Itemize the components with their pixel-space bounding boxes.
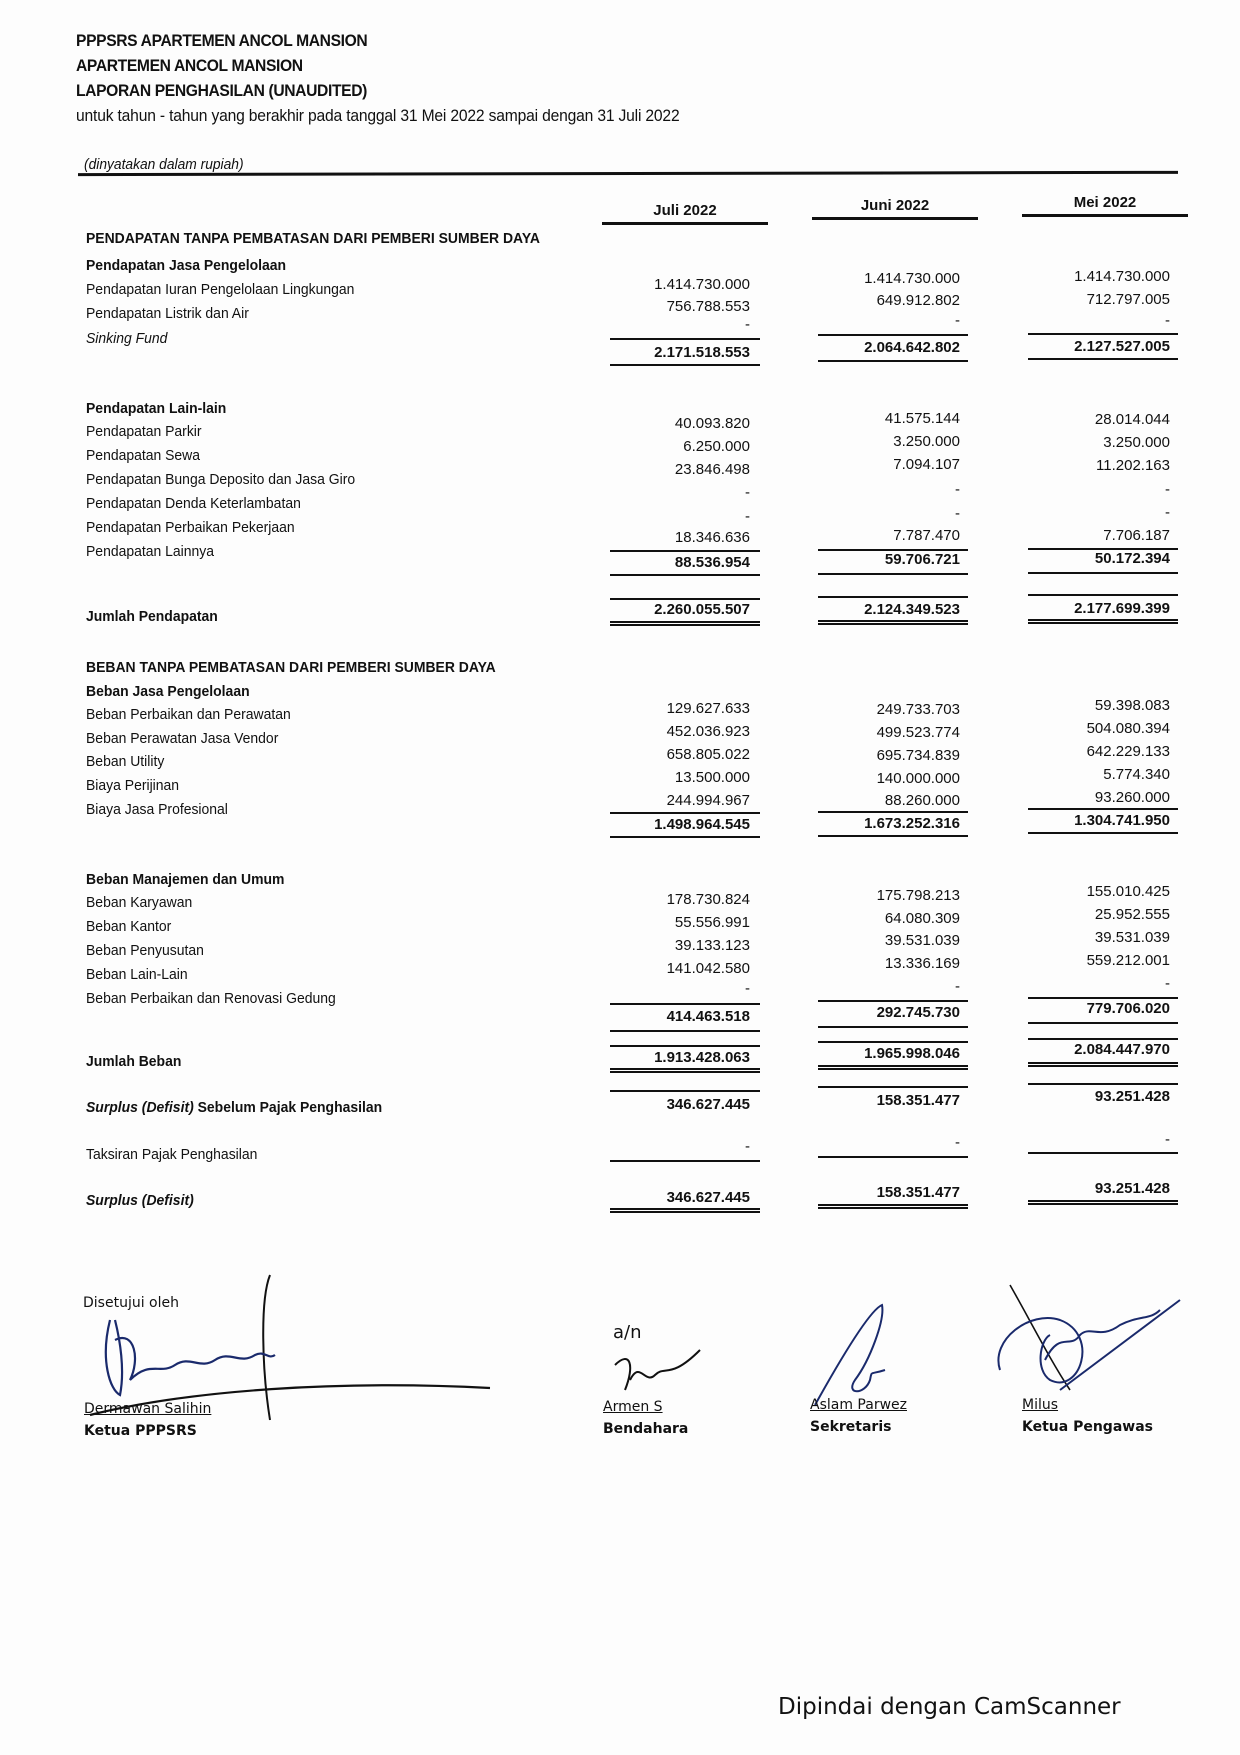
value-cell: - xyxy=(1165,481,1170,498)
value-cell: - xyxy=(745,508,750,525)
value-cell: 5.774.340 xyxy=(1103,766,1170,783)
expense-section-title: BEBAN TANPA PEMBATASAN DARI PEMBERI SUMBER DAYA xyxy=(86,659,496,676)
subtotal-rule xyxy=(1028,358,1178,360)
value-cell: 40.093.820 xyxy=(674,415,750,432)
value-cell: 642.229.133 xyxy=(1086,743,1170,760)
subtotal-rule xyxy=(610,1003,760,1005)
total-double-rule xyxy=(1028,619,1178,624)
total-double-rule xyxy=(818,620,968,625)
value-cell: 7.094.107 xyxy=(893,456,960,473)
subtotal-rule xyxy=(1028,333,1178,335)
report-title: LAPORAN PENGHASILAN (UNAUDITED) xyxy=(76,81,367,100)
subtotal-rule xyxy=(1028,997,1178,999)
value-cell: 13.336.169 xyxy=(884,955,960,972)
total-rule xyxy=(1028,1083,1178,1085)
subtotal-rule xyxy=(1028,572,1178,574)
column-label: Juni 2022 xyxy=(860,197,930,214)
value-cell: 1.414.730.000 xyxy=(1074,268,1170,285)
total-cell: 2.260.055.507 xyxy=(654,601,750,618)
total-cell: 1.965.998.046 xyxy=(864,1045,960,1062)
value-cell: 39.531.039 xyxy=(1094,929,1170,946)
surplus-rest-label: Sebelum Pajak Penghasilan xyxy=(193,1099,383,1116)
subtotal-rule xyxy=(1028,808,1178,810)
value-cell: - xyxy=(955,978,960,995)
value-cell: 452.036.923 xyxy=(666,723,750,740)
subtotal-rule xyxy=(818,334,968,336)
value-cell: 93.251.428 xyxy=(1094,1088,1170,1105)
total-rule xyxy=(818,1041,968,1043)
currency-note: (dinyatakan dalam rupiah) xyxy=(84,156,244,173)
value-cell: 28.014.044 xyxy=(1094,411,1170,428)
subtotal-cell: 2.171.518.553 xyxy=(654,344,750,361)
value-cell: 93.251.428 xyxy=(1094,1180,1170,1197)
value-cell: 140.000.000 xyxy=(876,770,960,787)
subtotal-cell: 292.745.730 xyxy=(876,1004,960,1021)
value-cell: 499.523.774 xyxy=(876,724,960,741)
total-rule xyxy=(610,1090,760,1092)
subtotal-cell: 779.706.020 xyxy=(1086,1000,1170,1017)
value-cell: 155.010.425 xyxy=(1086,883,1170,900)
row-label: Beban Utility xyxy=(86,753,165,770)
value-cell: 93.260.000 xyxy=(1094,789,1170,806)
row-label: Sinking Fund xyxy=(86,330,168,347)
signatory-role: Ketua PPPSRS xyxy=(84,1423,197,1439)
row-label: Beban Penyusutan xyxy=(86,942,204,959)
row-label: Pendapatan Listrik dan Air xyxy=(86,305,249,322)
value-cell: - xyxy=(955,481,960,498)
row-label: Biaya Jasa Profesional xyxy=(86,801,228,818)
subtotal-cell: 1.673.252.316 xyxy=(864,815,960,832)
signatory-role: Ketua Pengawas xyxy=(1022,1419,1153,1435)
total-double-rule xyxy=(610,621,760,626)
value-cell: 244.994.967 xyxy=(666,792,750,809)
value-cell: 41.575.144 xyxy=(884,410,960,427)
row-label: Beban Perbaikan dan Perawatan xyxy=(86,706,291,723)
approval-label: Disetujui oleh xyxy=(83,1295,179,1311)
subtotal-rule xyxy=(610,364,760,366)
value-cell: - xyxy=(955,1134,960,1151)
value-cell: - xyxy=(745,316,750,333)
value-cell: 559.212.001 xyxy=(1086,952,1170,969)
total-income-label: Jumlah Pendapatan xyxy=(86,608,218,625)
surplus-double-rule xyxy=(818,1204,968,1209)
row-label: Pendapatan Lainnya xyxy=(86,543,214,560)
value-cell: 1.414.730.000 xyxy=(654,276,750,293)
row-label: Beban Perawatan Jasa Vendor xyxy=(86,730,279,747)
value-cell: 7.706.187 xyxy=(1103,527,1170,544)
value-cell: 129.627.633 xyxy=(666,700,750,717)
value-cell: 64.080.309 xyxy=(884,910,960,927)
value-cell: 158.351.477 xyxy=(876,1092,960,1109)
column-underline xyxy=(812,217,978,220)
subtotal-cell: 59.706.721 xyxy=(884,551,960,568)
row-label: Pendapatan Iuran Pengelolaan Lingkungan xyxy=(86,281,355,298)
value-cell: 3.250.000 xyxy=(893,433,960,450)
subtotal-rule xyxy=(818,1000,968,1002)
total-rule xyxy=(1028,594,1178,596)
value-cell: 346.627.445 xyxy=(666,1096,750,1113)
signatory-name: Armen S xyxy=(603,1399,663,1415)
total-cell: 1.913.428.063 xyxy=(654,1049,750,1066)
column-header-mei xyxy=(1030,194,1180,211)
property-name: APARTEMEN ANCOL MANSION xyxy=(76,56,303,75)
row-label: Pendapatan Sewa xyxy=(86,447,201,464)
value-cell: - xyxy=(1165,1131,1170,1148)
signatory-role: Sekretaris xyxy=(810,1419,892,1435)
value-cell: 346.627.445 xyxy=(666,1189,750,1206)
expense-management-title: Beban Jasa Pengelolaan xyxy=(86,683,250,700)
signature-icon xyxy=(810,1300,930,1410)
surplus-double-rule xyxy=(610,1208,760,1213)
value-cell: 249.733.703 xyxy=(876,701,960,718)
signature-icon xyxy=(990,1280,1190,1400)
row-label: Beban Lain-Lain xyxy=(86,966,188,983)
total-rule xyxy=(1028,1038,1178,1040)
surplus-double-rule xyxy=(1028,1200,1178,1205)
report-period: untuk tahun - tahun yang berakhir pada tanggal 31 Mei 2022 sampai dengan 31 Juli 2022 xyxy=(76,106,680,125)
tax-rule xyxy=(610,1160,760,1162)
subtotal-cell: 88.536.954 xyxy=(674,554,750,571)
signatory-name: Dermawan Salihin xyxy=(84,1401,212,1417)
total-double-rule xyxy=(1028,1062,1178,1067)
subtotal-rule xyxy=(818,360,968,362)
surplus-italic-label: Surplus (Defisit) xyxy=(86,1099,194,1116)
value-cell: 658.805.022 xyxy=(666,746,750,763)
value-cell: 11.202.163 xyxy=(1096,457,1170,474)
signatory-name: Aslam Parwez xyxy=(810,1397,907,1413)
subtotal-rule xyxy=(1028,1022,1178,1024)
on-behalf-mark: a/n xyxy=(613,1322,642,1343)
surplus-before-tax-label xyxy=(86,1099,382,1116)
subtotal-rule xyxy=(818,573,968,575)
column-header-juni xyxy=(820,197,970,214)
subtotal-cell: 414.463.518 xyxy=(666,1008,750,1025)
value-cell: 6.250.000 xyxy=(683,438,750,455)
tax-label: Taksiran Pajak Penghasilan xyxy=(86,1146,258,1163)
value-cell: 25.952.555 xyxy=(1094,906,1170,923)
expense-general-title: Beban Manajemen dan Umum xyxy=(86,871,285,888)
subtotal-rule xyxy=(818,1026,968,1028)
value-cell: - xyxy=(1165,975,1170,992)
income-management-title: Pendapatan Jasa Pengelolaan xyxy=(86,257,287,274)
row-label: Pendapatan Denda Keterlambatan xyxy=(86,495,301,512)
report-header xyxy=(76,28,732,128)
row-label: Beban Perbaikan dan Renovasi Gedung xyxy=(86,990,336,1007)
value-cell: - xyxy=(745,1138,750,1155)
value-cell: 3.250.000 xyxy=(1103,434,1170,451)
value-cell: 13.500.000 xyxy=(674,769,750,786)
value-cell: 695.734.839 xyxy=(876,747,960,764)
value-cell: - xyxy=(745,980,750,997)
surplus-label: Surplus (Defisit) xyxy=(86,1192,194,1209)
subtotal-rule xyxy=(610,574,760,576)
scanner-watermark: Dipindai dengan CamScanner xyxy=(778,1694,1121,1720)
subtotal-cell: 1.498.964.545 xyxy=(654,816,750,833)
subtotal-cell: 50.172.394 xyxy=(1094,550,1170,567)
total-rule xyxy=(610,598,760,600)
subtotal-cell: 2.127.527.005 xyxy=(1074,338,1170,355)
subtotal-rule xyxy=(610,1030,760,1032)
value-cell: 1.414.730.000 xyxy=(864,270,960,287)
total-cell: 2.177.699.399 xyxy=(1074,600,1170,617)
value-cell: 18.346.636 xyxy=(674,529,750,546)
subtotal-rule xyxy=(818,811,968,813)
subtotal-rule xyxy=(610,338,760,340)
signatory-name: Milus xyxy=(1022,1397,1059,1413)
total-expense-label: Jumlah Beban xyxy=(86,1053,182,1070)
value-cell: 504.080.394 xyxy=(1086,720,1170,737)
tax-rule xyxy=(818,1156,968,1158)
total-double-rule xyxy=(818,1065,968,1070)
tax-rule xyxy=(1028,1152,1178,1154)
value-cell: - xyxy=(955,505,960,522)
total-cell: 2.124.349.523 xyxy=(864,601,960,618)
value-cell: 175.798.213 xyxy=(876,887,960,904)
total-rule xyxy=(818,596,968,598)
value-cell: 23.846.498 xyxy=(674,461,750,478)
value-cell: - xyxy=(955,312,960,329)
value-cell: 649.912.802 xyxy=(876,292,960,309)
subtotal-rule xyxy=(1028,832,1178,834)
value-cell: - xyxy=(1165,504,1170,521)
subtotal-rule xyxy=(610,812,760,814)
signature-icon xyxy=(610,1345,710,1405)
value-cell: 141.042.580 xyxy=(666,960,750,977)
value-cell: 178.730.824 xyxy=(666,891,750,908)
column-underline xyxy=(602,222,768,225)
value-cell: 55.556.991 xyxy=(674,914,750,931)
row-label: Pendapatan Bunga Deposito dan Jasa Giro xyxy=(86,471,356,488)
value-cell: 158.351.477 xyxy=(876,1184,960,1201)
value-cell: - xyxy=(1165,312,1170,329)
value-cell: 88.260.000 xyxy=(884,792,960,809)
subtotal-rule xyxy=(610,836,760,838)
row-label: Pendapatan Perbaikan Pekerjaan xyxy=(86,519,295,536)
subtotal-rule xyxy=(818,835,968,837)
row-label: Pendapatan Parkir xyxy=(86,423,202,440)
income-section-title: PENDAPATAN TANPA PEMBATASAN DARI PEMBERI SUMBER DAYA xyxy=(86,230,540,247)
value-cell: 7.787.470 xyxy=(893,527,960,544)
row-label: Beban Karyawan xyxy=(86,894,193,911)
total-rule xyxy=(818,1086,968,1088)
subtotal-rule xyxy=(610,550,760,552)
column-underline xyxy=(1022,214,1188,217)
value-cell: 39.531.039 xyxy=(884,932,960,949)
org-name: PPPSRS APARTEMEN ANCOL MANSION xyxy=(76,31,368,50)
subtotal-cell: 2.064.642.802 xyxy=(864,339,960,356)
column-header-juli xyxy=(610,202,760,219)
value-cell: - xyxy=(745,484,750,501)
value-cell: 39.133.123 xyxy=(674,937,750,954)
total-cell: 2.084.447.970 xyxy=(1074,1041,1170,1058)
row-label: Beban Kantor xyxy=(86,918,172,935)
value-cell: 59.398.083 xyxy=(1094,697,1170,714)
value-cell: 756.788.553 xyxy=(666,298,750,315)
row-label: Biaya Perijinan xyxy=(86,777,180,794)
total-rule xyxy=(610,1045,760,1047)
column-label: Juli 2022 xyxy=(653,202,717,219)
column-label: Mei 2022 xyxy=(1073,194,1137,211)
subtotal-cell: 1.304.741.950 xyxy=(1074,812,1170,829)
value-cell: 712.797.005 xyxy=(1086,291,1170,308)
signatory-role: Bendahara xyxy=(603,1421,689,1437)
income-other-title: Pendapatan Lain-lain xyxy=(86,400,227,417)
total-double-rule xyxy=(610,1068,760,1073)
